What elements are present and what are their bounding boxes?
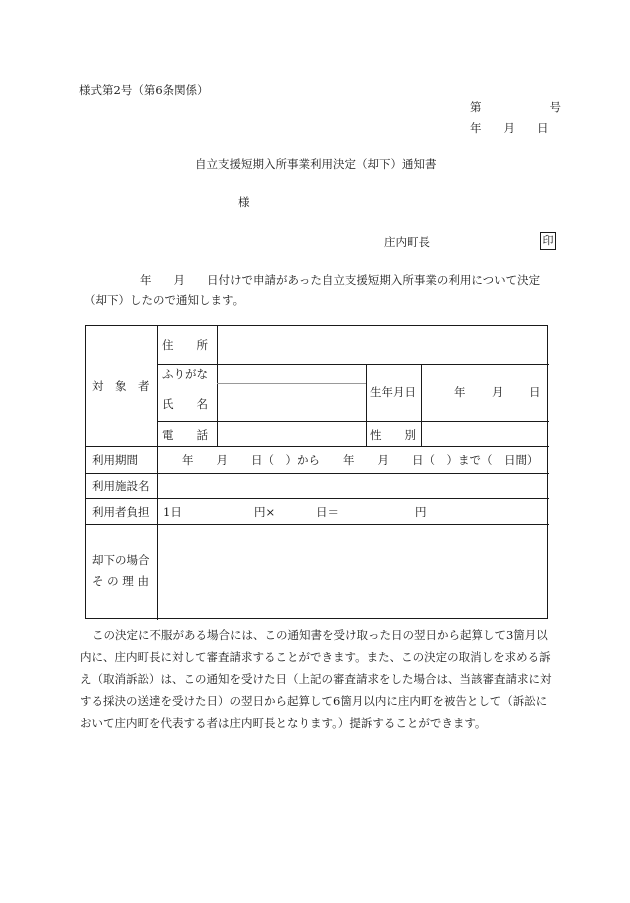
doc-no-prefix: 第 xyxy=(470,100,482,114)
doc-no-suffix: 号 xyxy=(549,100,561,114)
birthdate-month: 月 xyxy=(492,385,504,399)
seal-stamp: 印 xyxy=(540,232,556,250)
addressee-suffix: 様 xyxy=(238,195,250,209)
body-text: 日付けで申請があった自立支援短期入所事業の利用について決定（却下）したので通知します。 xyxy=(84,273,541,307)
phone-label: 電 話 xyxy=(162,428,208,442)
body-paragraph xyxy=(84,270,556,310)
document-number xyxy=(470,99,561,115)
address-label: 住 所 xyxy=(162,338,208,352)
body-year: 年 xyxy=(140,273,152,287)
facility-label: 利用施設名 xyxy=(92,479,150,493)
burden-yen-times: 円× xyxy=(254,505,276,519)
period-text: 年 月 日（ ）から 年 月 日（ ）まで（ 日間） xyxy=(182,453,539,467)
burden-label: 利用者負担 xyxy=(92,505,150,519)
furigana-label: ふりがな xyxy=(162,367,208,381)
period-label: 利用期間 xyxy=(92,453,138,467)
subject-label: 対 象 者 xyxy=(92,379,150,393)
body-month: 月 xyxy=(173,273,185,287)
burden-days-equals: 日＝ xyxy=(316,505,339,519)
birthdate-label: 生年月日 xyxy=(370,385,416,399)
sex-label: 性 別 xyxy=(370,428,416,442)
birthdate-day: 日 xyxy=(529,385,541,399)
reject-label-line1: 却下の場合 xyxy=(92,553,150,567)
burden-day: 1日 xyxy=(163,505,182,519)
issue-date xyxy=(470,120,549,136)
form-number: 様式第2号（第6条関係） xyxy=(79,83,209,97)
date-day: 日 xyxy=(537,121,549,135)
name-label: 氏 名 xyxy=(162,397,208,411)
birthdate-year: 年 xyxy=(454,385,466,399)
appeal-notice: この決定に不服がある場合には、この通知書を受け取った日の翌日から起算して3箇月以内に、庄内町長に対して審査請求することができます。また、この決定の取消しを求める訴え（取消訴訟）は、この通知を受けた日（上記の審査請求をした場合は、当該審査請求に対する採決の送達を受けた日）の翌日から起算して6箇月以内に庄内町を被告として（訴訟において庄内町を代表する者は庄内町長となります。）提訴することができます。 xyxy=(80,628,552,730)
date-month: 月 xyxy=(503,121,515,135)
burden-yen: 円 xyxy=(415,505,427,519)
document-title: 自立支援短期入所事業利用決定（却下）通知書 xyxy=(195,157,437,171)
decision-table xyxy=(85,325,548,619)
date-year: 年 xyxy=(470,121,482,135)
issuer-name: 庄内町長 xyxy=(384,235,430,249)
reject-label-line2: そ の 理 由 xyxy=(92,574,149,588)
